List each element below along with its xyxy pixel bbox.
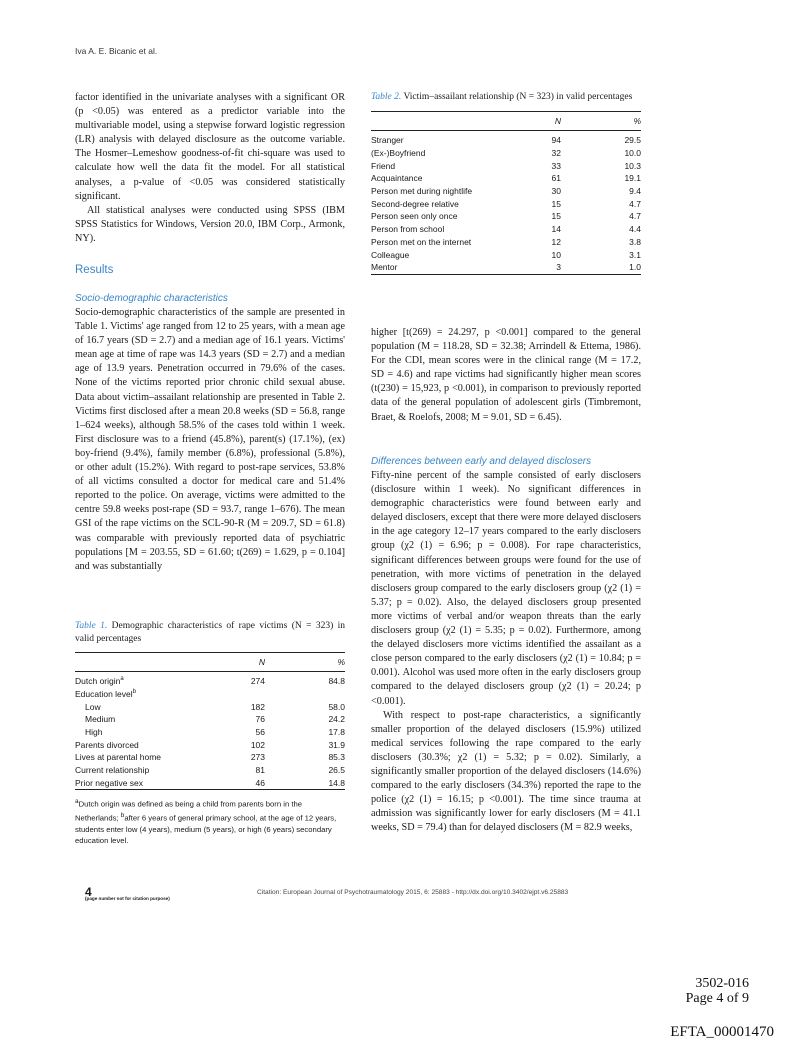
table-1-row-n: [237, 688, 265, 701]
table-1-row-label: High: [85, 727, 103, 738]
page-number: 4: [85, 885, 92, 899]
table-2-row-n: 15: [551, 198, 561, 209]
table-2-row-n: 94: [551, 135, 561, 146]
table-2-caption: [371, 91, 641, 104]
table-2-row-pct: 4.7: [629, 211, 641, 222]
table-1-row-pct: 58.0: [328, 701, 345, 712]
table-1-row-n: 76: [255, 714, 265, 725]
results-heading: Results: [75, 264, 114, 276]
table-row: [371, 197, 641, 210]
table-1-col-n: N: [258, 657, 265, 667]
table-1: [75, 620, 345, 846]
table-1-col-pct: %: [337, 657, 345, 667]
table-row: [75, 700, 345, 713]
table-2-row-pct: 4.4: [629, 224, 641, 235]
table-1-row-n: 102: [250, 739, 265, 750]
paragraph: All statistical analyses were conducted using SPSS (IBM SPSS Statistics for Windows, Version 20.0, IBM Corp., Armonk, NY).: [75, 204, 345, 244]
table-1-row-label: Parents divorced: [75, 739, 139, 750]
table-2-row-n: 3: [556, 262, 561, 273]
table-2: [371, 91, 641, 275]
table-2-row-pct: 3.8: [629, 236, 641, 247]
table-2-row-pct: 1.0: [629, 262, 641, 273]
running-head: Iva A. E. Bicanic et al.: [75, 46, 158, 56]
table-2-row-n: 14: [551, 224, 561, 235]
table-1-row-n: 81: [255, 765, 265, 776]
table-2-row-label: Person from school: [371, 224, 445, 235]
table-2-row-label: Colleague: [371, 249, 410, 260]
table-row: [75, 713, 345, 726]
table-row: [75, 688, 345, 701]
table-2-row-label: (Ex-)Boyfriend: [371, 148, 426, 159]
table-2-col-pct: %: [633, 116, 641, 126]
socio-demographic-heading: Socio-demographic characteristics: [75, 293, 228, 304]
table-row: [371, 236, 641, 249]
table-row: [75, 764, 345, 777]
table-1-row-pct: 84.8: [328, 676, 345, 687]
citation-link[interactable]: Citation: European Journal of Psychotraumatology 2015, 6: 25883 - http://dx.doi.org/10.3402/ejpt.v6.25883: [257, 889, 569, 896]
table-1-row-pct: 17.8: [328, 727, 345, 738]
table-1-row-n: 273: [250, 752, 265, 763]
table-1-footnote: $^a$Dutch origin was defined as being a child from parents born in the Netherlands; $^b$after 6 years of general primary school, at the age of 12 years, students enter low (4 years), medium (5 years), or high (6 years) secondary education level.: [75, 798, 337, 845]
table-1-row-pct: 14.8: [328, 777, 345, 788]
table-2-grid: [371, 112, 641, 275]
table-2-row-n: 33: [551, 160, 561, 171]
table-2-row-label: Stranger: [371, 135, 404, 146]
table-2-caption-text: Victim–assailant relationship (N = 323) in valid percentages: [403, 92, 633, 102]
table-1-row-label: Current relationship: [75, 765, 150, 776]
paragraph: Fifty-nine percent of the sample consisted of early disclosers (disclosure within 1 week). No significant differences in demographic characteristics were found between early and delayed disclosers, except that there were more delayed disclosers in the age category 12–17 years compared to the early disclosers group (χ2 (1) = 6.96; p = 0.008). For rape characteristics, significant differences between groups were found for the use of penetration, with more victims of penetration in the delayed disclosers group compared to the early disclosers group (χ2 (1) = 5.37; p = 0.02). Also, the delayed disclosers group presented more victims of verbal and/or weapon threats than the early disclosers group (χ2 (1) = 5.35; p = 0.02). Furthermore, among the delayed disclosers more victims identified the assailant as a close person compared to the early disclosers (χ2 (1) = 10.84; p = 0.001). Alcohol was used more often in the early disclosers group compared to the delayed disclosers group (χ2 (1) = 20.24; p <0.001).: [371, 470, 641, 707]
differences-heading: Differences between early and delayed disclosers: [371, 456, 592, 467]
paragraph: higher [t(269) = 24.297, p <0.001] compared to the general population (M = 118.28, SD = 32.38; Arrindell & Ettema, 1986). For the CDI, mean scores were in the clinical range (M = 17.2, SD = 4.6) and rape victims had significantly higher mean scores (t(230) = 15,923, p <0.001), in comparison to previously reported data of the general population of adolescent girls (Timbremont, Braet, & Roelofs, 2008; M = 9.01, SD = 6.45).: [371, 327, 641, 423]
table-2-row-label: Second-degree relative: [371, 198, 459, 209]
table-row: [75, 777, 345, 790]
table-row: [75, 751, 345, 764]
table-row: [371, 210, 641, 223]
table-1-caption-text: Demographic characteristics of rape victims (N = 323) in valid percentages: [75, 621, 346, 644]
paragraph: With respect to post-rape characteristics, a significantly smaller proportion of the delayed disclosers (15.9%) utilized medical services following the rape compared to the early disclosers (30.3%; χ2 (1) = 5.32; p = 0.02). Similarly, a significantly smaller proportion of the delayed disclosers (14.6%) compared to the early disclosers (34.3%) reported the rape to the police (χ2 (1) = 16.15; p <0.001). The time since trauma at admission was significantly lower for early disclosers (M = 41.1 weeks, SD = 79.4) than for delayed disclosers (M = 82.9 weeks,: [371, 709, 641, 834]
left-column-results: [75, 306, 345, 574]
right-column-differences: [371, 469, 641, 835]
table-1-grid: [75, 653, 345, 790]
document-stamp: [686, 976, 749, 1006]
table-2-row-n: 32: [551, 148, 561, 159]
table-1-row-n: 46: [255, 777, 265, 788]
table-2-row-n: 15: [551, 211, 561, 222]
table-2-row-pct: 9.4: [629, 186, 641, 197]
table-row: [371, 159, 641, 172]
table-1-row-pct: 31.9: [328, 739, 345, 750]
efta-stamp: EFTA_00001470: [670, 1024, 774, 1040]
page-number-note: (page number not for citation purpose): [85, 896, 170, 901]
paragraph: factor identified in the univariate analyses with a significant OR (p <0.05) was entered as a predictor variable into the multivariable model, using a stepwise forward logistic regression (LR) analysis with delayed disclosure as the outcome variable. The Hosmer–Lemeshow goodness-of-fit chi-square was used to calculate how well the data fit the model. For all statistical analyses, a p-value of <0.05 was considered statistically significant.: [75, 92, 345, 202]
page-of: Page 4 of 9: [685, 991, 749, 1006]
table-1-row-n: 182: [250, 701, 265, 712]
table-row: [371, 147, 641, 160]
table-2-row-pct: 10.0: [624, 148, 641, 159]
table-1-label: Table 1.: [75, 621, 108, 631]
table-2-row-pct: 10.3: [624, 160, 641, 171]
table-row: [371, 223, 641, 236]
table-2-row-label: Acquaintance: [371, 173, 423, 184]
table-2-label: Table 2.: [371, 92, 402, 102]
table-2-row-label: Mentor: [371, 262, 398, 273]
table-2-row-n: 12: [551, 236, 561, 247]
table-row: [75, 726, 345, 739]
table-1-row-pct: 85.3: [328, 752, 345, 763]
table-2-row-label: Friend: [371, 160, 396, 171]
table-2-row-pct: 3.1: [629, 249, 641, 260]
doc-id: 3502-016: [695, 976, 749, 991]
table-2-row-pct: 29.5: [624, 135, 641, 146]
paragraph: Socio-demographic characteristics of the sample are presented in Table 1. Victims' age ranged from 12 to 25 years, with a mean age of 16.7 years (SD = 2.7) and a median age of 16.1 years. Victims' mean age at time of rape was 14.3 years (SD = 2.7) and a median age of 13.9 years. Penetration occurred in 79.6% of the cases. None of the victims reported prior chronic child sexual abuse. Data about victim–assailant relationship are presented in Table 2. Victims first disclosed after a mean 20.8 weeks (SD = 56.8, range 1–624 weeks), although 58.5% of the cases told within 1 week. First disclosure was to a friend (45.8%), parent(s) (17.1%), (ex) boy-friend (9.4%), family member (6.8%), professional (5.8%), or other adult (15.2%). With regard to post-rape services, 53.8% of all victims consulted a doctor for medical care and 51.4% reported to the police. On average, victims were admitted to the centre 59.8 weeks post-rape (SD = 93.7, range 1–676). The mean GSI of the rape victims on the SCL-90-R (M = 209.7, SD = 61.8) was comparable with previously reported data of psychiatric populations [M = 203.55, SD = 61.60; t(269) = 1.629, p = 0.104] and was substantially: [75, 307, 345, 572]
table-1-row-label: Dutch origin$^a$: [75, 676, 124, 687]
table-1-row-pct: 24.2: [328, 714, 345, 725]
table-row: [371, 131, 641, 147]
table-1-row-pct: [325, 688, 345, 701]
table-1-row-label: Prior negative sex: [75, 777, 144, 788]
table-2-row-n: 10: [551, 249, 561, 260]
table-1-row-label: Education level$^b$: [75, 689, 136, 700]
table-2-row-pct: 4.7: [629, 198, 641, 209]
table-2-col-n: N: [554, 116, 561, 126]
table-1-row-label: Medium: [85, 714, 116, 725]
table-2-row-n: 61: [551, 173, 561, 184]
table-2-row-label: Person seen only once: [371, 211, 458, 222]
left-column: [75, 91, 345, 246]
table-1-row-n: 56: [255, 727, 265, 738]
table-row: [371, 172, 641, 185]
table-1-row-pct: 26.5: [328, 765, 345, 776]
table-1-row-label: Low: [85, 701, 101, 712]
table-2-row-n: 30: [551, 186, 561, 197]
table-row: [75, 672, 345, 688]
right-column: [371, 326, 641, 425]
table-1-row-label: Lives at parental home: [75, 752, 161, 763]
table-2-row-label: Person met during nightlife: [371, 186, 473, 197]
table-row: [371, 248, 641, 261]
table-2-row-label: Person met on the internet: [371, 236, 472, 247]
table-row: [371, 185, 641, 198]
table-row: [75, 738, 345, 751]
table-row: [371, 261, 641, 274]
table-2-row-pct: 19.1: [624, 173, 641, 184]
table-1-caption: [75, 620, 345, 646]
table-1-row-n: 274: [250, 676, 265, 687]
